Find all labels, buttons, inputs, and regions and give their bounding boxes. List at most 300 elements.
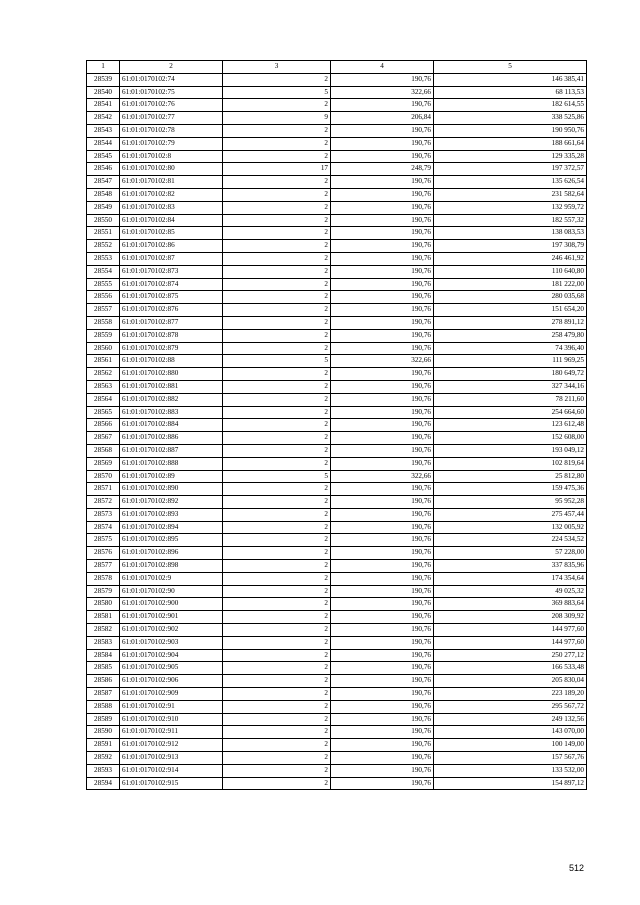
table-cell: 28542 [87, 112, 120, 125]
table-cell: 61:01:0170102:888 [120, 457, 223, 470]
table-cell: 28539 [87, 73, 120, 86]
table-cell: 2 [223, 380, 331, 393]
column-header: 4 [331, 61, 434, 74]
table-cell: 250 277,12 [434, 649, 587, 662]
table-cell: 61:01:0170102:79 [120, 137, 223, 150]
table-row [87, 252, 587, 265]
table-cell: 190 950,76 [434, 124, 587, 137]
table-cell: 61:01:0170102:82 [120, 188, 223, 201]
table-cell: 61:01:0170102:81 [120, 176, 223, 189]
table-cell: 61:01:0170102:91 [120, 700, 223, 713]
table-cell: 61:01:0170102:876 [120, 304, 223, 317]
table-cell: 61:01:0170102:900 [120, 598, 223, 611]
table-cell: 138 083,53 [434, 227, 587, 240]
page-number: 512 [568, 863, 584, 873]
table-cell: 28584 [87, 649, 120, 662]
column-header: 5 [434, 61, 587, 74]
table-cell: 61:01:0170102:9 [120, 572, 223, 585]
table-row [87, 304, 587, 317]
table-cell: 190,76 [331, 508, 434, 521]
table-cell: 28544 [87, 137, 120, 150]
table-cell: 5 [223, 86, 331, 99]
table-cell: 205 830,04 [434, 675, 587, 688]
table-row [87, 214, 587, 227]
table-cell: 61:01:0170102:886 [120, 432, 223, 445]
table-cell: 193 049,12 [434, 444, 587, 457]
table-cell: 102 819,64 [434, 457, 587, 470]
table-cell: 28580 [87, 598, 120, 611]
table-cell: 190,76 [331, 240, 434, 253]
table-cell: 190,76 [331, 432, 434, 445]
table-cell: 28549 [87, 201, 120, 214]
table-cell: 61:01:0170102:883 [120, 406, 223, 419]
table-cell: 28585 [87, 662, 120, 675]
table-row [87, 406, 587, 419]
data-table [86, 60, 587, 790]
table-cell: 190,76 [331, 572, 434, 585]
table-cell: 2 [223, 137, 331, 150]
table-cell: 28592 [87, 752, 120, 765]
table-row [87, 534, 587, 547]
table-row [87, 240, 587, 253]
table-row [87, 227, 587, 240]
table-cell: 2 [223, 304, 331, 317]
table-row [87, 636, 587, 649]
table-cell: 28540 [87, 86, 120, 99]
table-cell: 28586 [87, 675, 120, 688]
table-row [87, 368, 587, 381]
table-cell: 190,76 [331, 649, 434, 662]
table-cell: 2 [223, 483, 331, 496]
table-row [87, 329, 587, 342]
table-cell: 248,79 [331, 163, 434, 176]
table-cell: 2 [223, 521, 331, 534]
table-cell: 28575 [87, 534, 120, 547]
table-cell: 28581 [87, 611, 120, 624]
table-cell: 111 969,25 [434, 355, 587, 368]
table-row [87, 188, 587, 201]
table-cell: 2 [223, 393, 331, 406]
table-cell: 2 [223, 611, 331, 624]
table-cell: 28547 [87, 176, 120, 189]
column-header: 3 [223, 61, 331, 74]
table-cell: 190,76 [331, 688, 434, 701]
table-cell: 2 [223, 444, 331, 457]
table-cell: 61:01:0170102:880 [120, 368, 223, 381]
table-cell: 144 977,60 [434, 636, 587, 649]
table-cell: 2 [223, 214, 331, 227]
table-cell: 28589 [87, 713, 120, 726]
table-cell: 2 [223, 252, 331, 265]
table-cell: 322,66 [331, 355, 434, 368]
table-row [87, 163, 587, 176]
table-cell: 181 222,00 [434, 278, 587, 291]
table-cell: 61:01:0170102:83 [120, 201, 223, 214]
table-cell: 2 [223, 240, 331, 253]
table-cell: 28573 [87, 508, 120, 521]
table-cell: 249 132,56 [434, 713, 587, 726]
table-row [87, 611, 587, 624]
table-row [87, 150, 587, 163]
table-cell: 2 [223, 764, 331, 777]
table-cell: 28555 [87, 278, 120, 291]
column-header: 1 [87, 61, 120, 74]
table-cell: 61:01:0170102:898 [120, 560, 223, 573]
table-cell: 206,84 [331, 112, 434, 125]
table-cell: 61:01:0170102:87 [120, 252, 223, 265]
table-cell: 190,76 [331, 406, 434, 419]
table-cell: 61:01:0170102:85 [120, 227, 223, 240]
table-row [87, 73, 587, 86]
table-cell: 28552 [87, 240, 120, 253]
table-cell: 2 [223, 176, 331, 189]
table-cell: 28551 [87, 227, 120, 240]
table-cell: 28577 [87, 560, 120, 573]
table-cell: 28560 [87, 342, 120, 355]
table-cell: 2 [223, 329, 331, 342]
table-cell: 2 [223, 342, 331, 355]
table-cell: 61:01:0170102:904 [120, 649, 223, 662]
table-row [87, 265, 587, 278]
table-cell: 182 557,32 [434, 214, 587, 227]
table-cell: 190,76 [331, 534, 434, 547]
table-cell: 28557 [87, 304, 120, 317]
table-row [87, 316, 587, 329]
table-cell: 61:01:0170102:75 [120, 86, 223, 99]
table-cell: 61:01:0170102:901 [120, 611, 223, 624]
table-cell: 2 [223, 508, 331, 521]
table-cell: 2 [223, 201, 331, 214]
table-cell: 146 385,41 [434, 73, 587, 86]
table-cell: 280 035,68 [434, 291, 587, 304]
table-cell: 28572 [87, 496, 120, 509]
table-cell: 2 [223, 368, 331, 381]
table-row [87, 496, 587, 509]
table-cell: 2 [223, 662, 331, 675]
table-cell: 133 532,00 [434, 764, 587, 777]
table-cell: 28576 [87, 547, 120, 560]
table-cell: 190,76 [331, 777, 434, 790]
table-cell: 61:01:0170102:915 [120, 777, 223, 790]
table-row [87, 598, 587, 611]
table-cell: 2 [223, 73, 331, 86]
table-cell: 2 [223, 688, 331, 701]
table-cell: 28579 [87, 585, 120, 598]
table-cell: 190,76 [331, 214, 434, 227]
table-cell: 2 [223, 457, 331, 470]
table-cell: 327 344,16 [434, 380, 587, 393]
table-cell: 61:01:0170102:86 [120, 240, 223, 253]
table-cell: 5 [223, 470, 331, 483]
table-cell: 190,76 [331, 99, 434, 112]
table-row [87, 176, 587, 189]
table-cell: 61:01:0170102:912 [120, 739, 223, 752]
table-row [87, 560, 587, 573]
table-cell: 2 [223, 739, 331, 752]
table-cell: 100 149,00 [434, 739, 587, 752]
table-cell: 28543 [87, 124, 120, 137]
table-cell: 2 [223, 227, 331, 240]
table-cell: 61:01:0170102:878 [120, 329, 223, 342]
table-cell: 190,76 [331, 368, 434, 381]
table-row [87, 457, 587, 470]
table-cell: 190,76 [331, 304, 434, 317]
table-row [87, 739, 587, 752]
table-cell: 174 354,64 [434, 572, 587, 585]
table-cell: 28556 [87, 291, 120, 304]
table-cell: 2 [223, 278, 331, 291]
table-cell: 9 [223, 112, 331, 125]
table-cell: 28566 [87, 419, 120, 432]
table-row [87, 585, 587, 598]
table-row [87, 777, 587, 790]
table-cell: 190,76 [331, 662, 434, 675]
table-cell: 2 [223, 547, 331, 560]
table-cell: 190,76 [331, 636, 434, 649]
table-cell: 61:01:0170102:80 [120, 163, 223, 176]
table-cell: 190,76 [331, 585, 434, 598]
table-cell: 2 [223, 560, 331, 573]
table-cell: 135 626,54 [434, 176, 587, 189]
table-cell: 61:01:0170102:879 [120, 342, 223, 355]
table-row [87, 432, 587, 445]
table-cell: 28583 [87, 636, 120, 649]
table-cell: 2 [223, 636, 331, 649]
table-cell: 28578 [87, 572, 120, 585]
table-cell: 28553 [87, 252, 120, 265]
table-row [87, 419, 587, 432]
table-cell: 190,76 [331, 291, 434, 304]
table-row [87, 675, 587, 688]
table-cell: 61:01:0170102:902 [120, 624, 223, 637]
table-cell: 61:01:0170102:909 [120, 688, 223, 701]
table-cell: 95 952,28 [434, 496, 587, 509]
table-cell: 278 891,12 [434, 316, 587, 329]
table-row [87, 291, 587, 304]
table-cell: 61:01:0170102:874 [120, 278, 223, 291]
table-cell: 28559 [87, 329, 120, 342]
table-cell: 190,76 [331, 188, 434, 201]
table-cell: 190,76 [331, 483, 434, 496]
table-cell: 190,76 [331, 726, 434, 739]
header-row [87, 61, 587, 74]
table-cell: 190,76 [331, 444, 434, 457]
table-cell: 2 [223, 726, 331, 739]
table-row [87, 99, 587, 112]
table-cell: 2 [223, 188, 331, 201]
table-cell: 197 372,57 [434, 163, 587, 176]
table-cell: 190,76 [331, 176, 434, 189]
table-cell: 123 612,48 [434, 419, 587, 432]
table-cell: 61:01:0170102:887 [120, 444, 223, 457]
table-row [87, 688, 587, 701]
table-cell: 61:01:0170102:882 [120, 393, 223, 406]
table-row [87, 124, 587, 137]
table-row [87, 137, 587, 150]
table-cell: 28548 [87, 188, 120, 201]
table-cell: 61:01:0170102:893 [120, 508, 223, 521]
table-row [87, 86, 587, 99]
table-cell: 74 396,40 [434, 342, 587, 355]
table-cell: 143 070,00 [434, 726, 587, 739]
table-row [87, 713, 587, 726]
table-cell: 110 640,80 [434, 265, 587, 278]
table-cell: 28594 [87, 777, 120, 790]
table-cell: 61:01:0170102:89 [120, 470, 223, 483]
table-cell: 188 661,64 [434, 137, 587, 150]
table-cell: 190,76 [331, 342, 434, 355]
table-cell: 2 [223, 124, 331, 137]
table-cell: 182 614,55 [434, 99, 587, 112]
table-cell: 17 [223, 163, 331, 176]
table-cell: 144 977,60 [434, 624, 587, 637]
table-cell: 28582 [87, 624, 120, 637]
table-cell: 28550 [87, 214, 120, 227]
table-cell: 28571 [87, 483, 120, 496]
table-cell: 223 189,20 [434, 688, 587, 701]
table-cell: 5 [223, 355, 331, 368]
column-header: 2 [120, 61, 223, 74]
table-cell: 28545 [87, 150, 120, 163]
table-cell: 190,76 [331, 675, 434, 688]
table-cell: 190,76 [331, 265, 434, 278]
table-cell: 61:01:0170102:890 [120, 483, 223, 496]
table-cell: 190,76 [331, 560, 434, 573]
table-cell: 2 [223, 496, 331, 509]
table-cell: 28568 [87, 444, 120, 457]
table-cell: 61:01:0170102:894 [120, 521, 223, 534]
table-cell: 61:01:0170102:910 [120, 713, 223, 726]
table-cell: 190,76 [331, 201, 434, 214]
table-cell: 2 [223, 675, 331, 688]
table-row [87, 752, 587, 765]
table-cell: 2 [223, 432, 331, 445]
table-cell: 28587 [87, 688, 120, 701]
table-cell: 322,66 [331, 470, 434, 483]
table-cell: 190,76 [331, 150, 434, 163]
table-cell: 190,76 [331, 700, 434, 713]
table-cell: 190,76 [331, 624, 434, 637]
table-cell: 61:01:0170102:905 [120, 662, 223, 675]
table-row [87, 201, 587, 214]
table-cell: 2 [223, 713, 331, 726]
table-cell: 28567 [87, 432, 120, 445]
table-body [87, 73, 587, 790]
table-cell: 2 [223, 649, 331, 662]
table-cell: 61:01:0170102:88 [120, 355, 223, 368]
table-cell: 190,76 [331, 713, 434, 726]
table-cell: 2 [223, 265, 331, 278]
table-cell: 154 897,12 [434, 777, 587, 790]
table-row [87, 649, 587, 662]
table-cell: 190,76 [331, 598, 434, 611]
table-cell: 61:01:0170102:84 [120, 214, 223, 227]
table-cell: 61:01:0170102:911 [120, 726, 223, 739]
table-cell: 190,76 [331, 329, 434, 342]
table-cell: 190,76 [331, 380, 434, 393]
table-cell: 28554 [87, 265, 120, 278]
table-cell: 61:01:0170102:76 [120, 99, 223, 112]
table-cell: 338 525,86 [434, 112, 587, 125]
table-cell: 190,76 [331, 73, 434, 86]
table-cell: 190,76 [331, 764, 434, 777]
table-row [87, 393, 587, 406]
table-cell: 28593 [87, 764, 120, 777]
table-cell: 295 567,72 [434, 700, 587, 713]
table-cell: 208 309,92 [434, 611, 587, 624]
table-cell: 2 [223, 534, 331, 547]
table-cell: 2 [223, 585, 331, 598]
table-row [87, 112, 587, 125]
table-row [87, 355, 587, 368]
table-cell: 61:01:0170102:78 [120, 124, 223, 137]
table-cell: 61:01:0170102:877 [120, 316, 223, 329]
table-cell: 28590 [87, 726, 120, 739]
table-cell: 190,76 [331, 521, 434, 534]
table-cell: 28562 [87, 368, 120, 381]
table-cell: 28561 [87, 355, 120, 368]
table-cell: 61:01:0170102:881 [120, 380, 223, 393]
table-cell: 166 533,48 [434, 662, 587, 675]
table-cell: 61:01:0170102:903 [120, 636, 223, 649]
table-cell: 2 [223, 150, 331, 163]
table-cell: 61:01:0170102:892 [120, 496, 223, 509]
table-cell: 132 959,72 [434, 201, 587, 214]
table-cell: 28541 [87, 99, 120, 112]
table-row [87, 470, 587, 483]
table-cell: 159 475,36 [434, 483, 587, 496]
table-cell: 61:01:0170102:896 [120, 547, 223, 560]
table-cell: 190,76 [331, 252, 434, 265]
table-cell: 2 [223, 777, 331, 790]
table-cell: 129 335,28 [434, 150, 587, 163]
table-cell: 2 [223, 700, 331, 713]
table-cell: 190,76 [331, 547, 434, 560]
table-cell: 28558 [87, 316, 120, 329]
table-cell: 28563 [87, 380, 120, 393]
table-cell: 157 567,76 [434, 752, 587, 765]
table-cell: 61:01:0170102:8 [120, 150, 223, 163]
table-cell: 49 025,32 [434, 585, 587, 598]
table-cell: 61:01:0170102:90 [120, 585, 223, 598]
table-cell: 61:01:0170102:914 [120, 764, 223, 777]
table-cell: 2 [223, 752, 331, 765]
table-cell: 254 664,60 [434, 406, 587, 419]
table-cell: 61:01:0170102:895 [120, 534, 223, 547]
table-cell: 61:01:0170102:77 [120, 112, 223, 125]
table-cell: 190,76 [331, 227, 434, 240]
table-cell: 190,76 [331, 419, 434, 432]
table-cell: 28564 [87, 393, 120, 406]
table-row [87, 547, 587, 560]
table-cell: 28574 [87, 521, 120, 534]
table-cell: 28570 [87, 470, 120, 483]
table-row [87, 700, 587, 713]
table-row [87, 726, 587, 739]
table-row [87, 342, 587, 355]
table-cell: 180 649,72 [434, 368, 587, 381]
table-cell: 61:01:0170102:873 [120, 265, 223, 278]
table-cell: 61:01:0170102:906 [120, 675, 223, 688]
table-cell: 2 [223, 316, 331, 329]
table-cell: 2 [223, 624, 331, 637]
table-cell: 190,76 [331, 739, 434, 752]
table-cell: 190,76 [331, 393, 434, 406]
table-cell: 2 [223, 99, 331, 112]
table-cell: 2 [223, 598, 331, 611]
table-cell: 190,76 [331, 137, 434, 150]
table-cell: 25 812,80 [434, 470, 587, 483]
